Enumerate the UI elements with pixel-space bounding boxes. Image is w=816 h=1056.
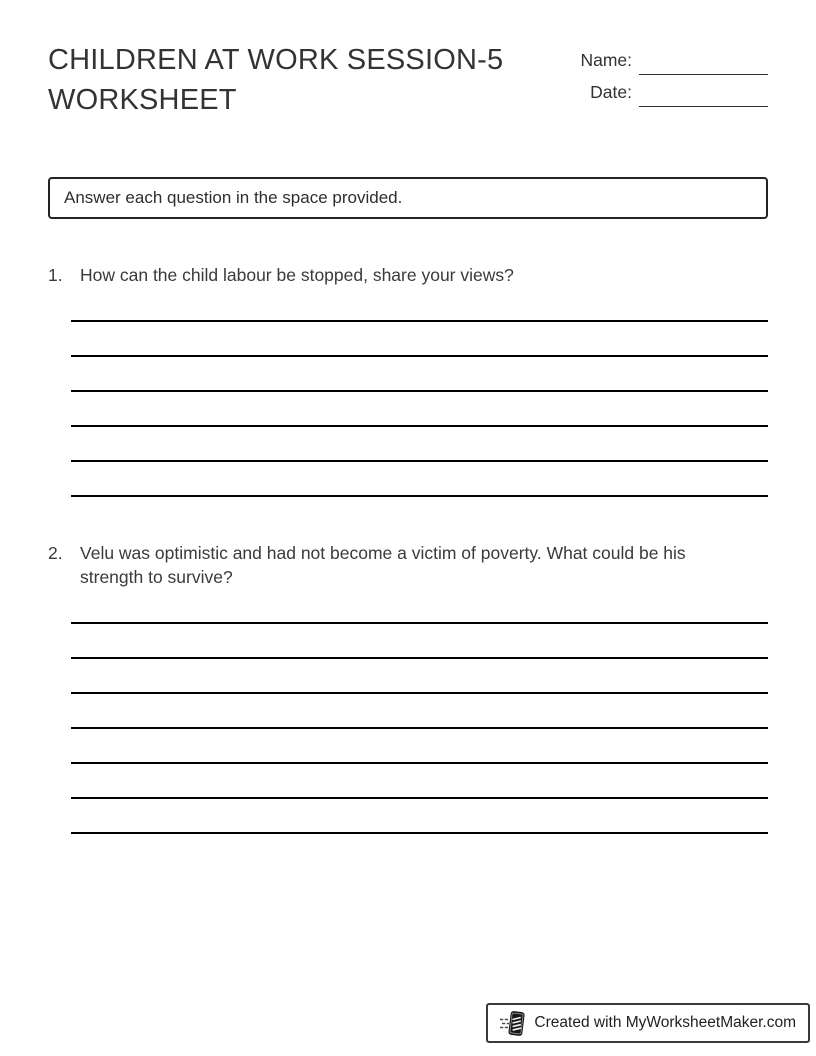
answer-line[interactable] [71, 659, 768, 694]
question-text: Velu was optimistic and had not become a victim of poverty. What could be his strength to survive? [80, 543, 686, 587]
question-text: How can the child labour be stopped, share your views? [80, 265, 514, 285]
question-number: 1. [48, 265, 63, 285]
question-1 [48, 263, 768, 497]
date-field [574, 82, 768, 103]
answer-line[interactable] [71, 357, 768, 392]
answer-line[interactable] [71, 322, 768, 357]
answer-line[interactable] [71, 729, 768, 764]
myworksheetmaker-logo-icon [500, 1009, 525, 1038]
name-field [574, 50, 768, 71]
answer-line[interactable] [71, 392, 768, 427]
question-1-row [48, 263, 768, 287]
answer-line[interactable] [71, 427, 768, 462]
page-title: CHILDREN AT WORK SESSION-5 WORKSHEET [48, 44, 504, 116]
worksheet-header [48, 40, 768, 120]
question-number: 2. [48, 543, 63, 563]
footer-text: Created with MyWorksheetMaker.com [534, 1014, 796, 1031]
answer-lines [71, 589, 768, 834]
name-date-fields [574, 40, 768, 103]
answer-line[interactable] [71, 694, 768, 729]
date-input-line[interactable] [639, 106, 768, 107]
footer-badge[interactable] [486, 1003, 810, 1043]
answer-line[interactable] [71, 764, 768, 799]
instructions-box [48, 177, 768, 219]
date-label: Date: [590, 82, 632, 102]
questions-section [48, 263, 768, 834]
answer-line[interactable] [71, 287, 768, 322]
name-label: Name: [580, 50, 632, 70]
answer-line[interactable] [71, 799, 768, 834]
instructions-text: Answer each question in the space provided. [64, 188, 403, 207]
answer-lines [71, 287, 768, 497]
question-2 [48, 541, 768, 834]
answer-line[interactable] [71, 462, 768, 497]
question-2-row [48, 541, 768, 589]
name-input-line[interactable] [639, 74, 768, 75]
answer-line[interactable] [71, 624, 768, 659]
answer-line[interactable] [71, 589, 768, 624]
